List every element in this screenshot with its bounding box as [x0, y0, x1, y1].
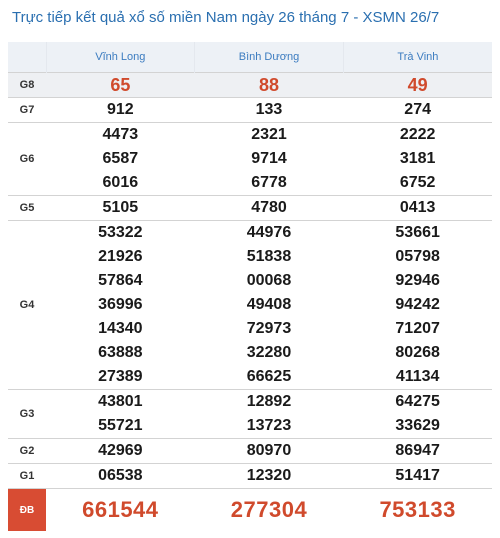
prize-number: 3181 — [399, 150, 436, 167]
prize-row-g4 — [8, 269, 492, 293]
prize-label: G8 — [8, 73, 46, 98]
prize-row-g5 — [8, 196, 492, 221]
province-header[interactable]: Vĩnh Long — [46, 42, 195, 73]
prize-number: 42969 — [46, 439, 195, 464]
prize-number: 57864 — [98, 272, 143, 289]
prize-label: G3 — [8, 390, 46, 439]
prize-number: 9714 — [251, 150, 287, 167]
prize-number: 66625 — [246, 368, 292, 385]
prize-number: 92946 — [395, 272, 440, 289]
prize-number: 274 — [343, 98, 492, 123]
prize-number: 64275 — [343, 390, 492, 415]
prize-number: 63888 — [98, 344, 143, 361]
prize-number: 12892 — [195, 390, 344, 415]
prize-number: 6778 — [251, 174, 287, 191]
prize-number: 51838 — [246, 248, 292, 265]
prize-row-g1 — [8, 464, 492, 489]
prize-number: 912 — [46, 98, 195, 123]
prize-number: 06538 — [46, 464, 195, 489]
prize-number: 80268 — [395, 344, 440, 361]
prize-row-g3 — [8, 390, 492, 415]
prize-row-g6 — [8, 147, 492, 171]
province-header[interactable]: Trà Vinh — [343, 42, 492, 73]
prize-number: 00068 — [246, 272, 292, 289]
prize-number: 43801 — [46, 390, 195, 415]
prize-number: 4473 — [46, 123, 195, 148]
table-header — [8, 42, 492, 73]
prize-number: 36996 — [98, 296, 143, 313]
prize-number: 32280 — [246, 344, 292, 361]
prize-number: 80970 — [195, 439, 344, 464]
prize-label: G7 — [8, 98, 46, 123]
prize-number: 0413 — [343, 196, 492, 221]
prize-row-g4 — [8, 341, 492, 365]
prize-row-g8 — [8, 73, 492, 98]
prize-row-g4 — [8, 221, 492, 246]
prize-number: 55721 — [98, 417, 143, 434]
prize-row-g3 — [8, 414, 492, 439]
prize-row-g4 — [8, 365, 492, 390]
special-prize-label: ĐB — [8, 489, 46, 532]
prize-row-special — [8, 489, 492, 532]
prize-row-g4 — [8, 317, 492, 341]
prize-number: 6752 — [399, 174, 436, 191]
prize-row-g2 — [8, 439, 492, 464]
prize-label: G2 — [8, 439, 46, 464]
special-prize-number: 277304 — [195, 489, 344, 532]
results-table — [8, 42, 492, 531]
prize-number: 71207 — [395, 320, 440, 337]
prize-number: 21926 — [98, 248, 143, 265]
prize-number: 72973 — [246, 320, 292, 337]
prize-row-g4 — [8, 293, 492, 317]
prize-number: 49408 — [246, 296, 292, 313]
prize-number: 05798 — [395, 248, 440, 265]
prize-number: 2321 — [195, 123, 344, 148]
prize-label: G4 — [8, 221, 46, 390]
prize-number: 53661 — [343, 221, 492, 246]
special-prize-number: 753133 — [343, 489, 492, 532]
prize-number: 12320 — [195, 464, 344, 489]
prize-number: 49 — [343, 73, 492, 98]
prize-number: 6016 — [102, 174, 139, 191]
prize-number: 33629 — [395, 417, 440, 434]
prize-number: 133 — [195, 98, 344, 123]
prize-number: 94242 — [395, 296, 440, 313]
prize-number: 2222 — [343, 123, 492, 148]
header-blank — [8, 42, 46, 73]
prize-number: 41134 — [395, 368, 440, 385]
prize-row-g6 — [8, 123, 492, 148]
prize-number: 13723 — [246, 417, 292, 434]
prize-number: 53322 — [46, 221, 195, 246]
prize-number: 88 — [195, 73, 344, 98]
prize-row-g7 — [8, 98, 492, 123]
province-header[interactable]: Bình Dương — [195, 42, 344, 73]
prize-number: 5105 — [46, 196, 195, 221]
prize-row-g4 — [8, 245, 492, 269]
prize-label: G6 — [8, 123, 46, 196]
prize-number: 27389 — [98, 368, 143, 385]
page-title: Trực tiếp kết quả xổ số miền Nam ngày 26 tháng 7 - XSMN 26/7 — [12, 9, 440, 26]
prize-label: G1 — [8, 464, 46, 489]
prize-label: G5 — [8, 196, 46, 221]
prize-number: 14340 — [98, 320, 143, 337]
prize-number: 6587 — [102, 150, 139, 167]
prize-row-g6 — [8, 171, 492, 196]
special-prize-number: 661544 — [46, 489, 195, 532]
prize-number: 51417 — [343, 464, 492, 489]
prize-number: 4780 — [195, 196, 344, 221]
prize-number: 86947 — [343, 439, 492, 464]
prize-number: 65 — [46, 73, 195, 98]
prize-number: 44976 — [195, 221, 344, 246]
